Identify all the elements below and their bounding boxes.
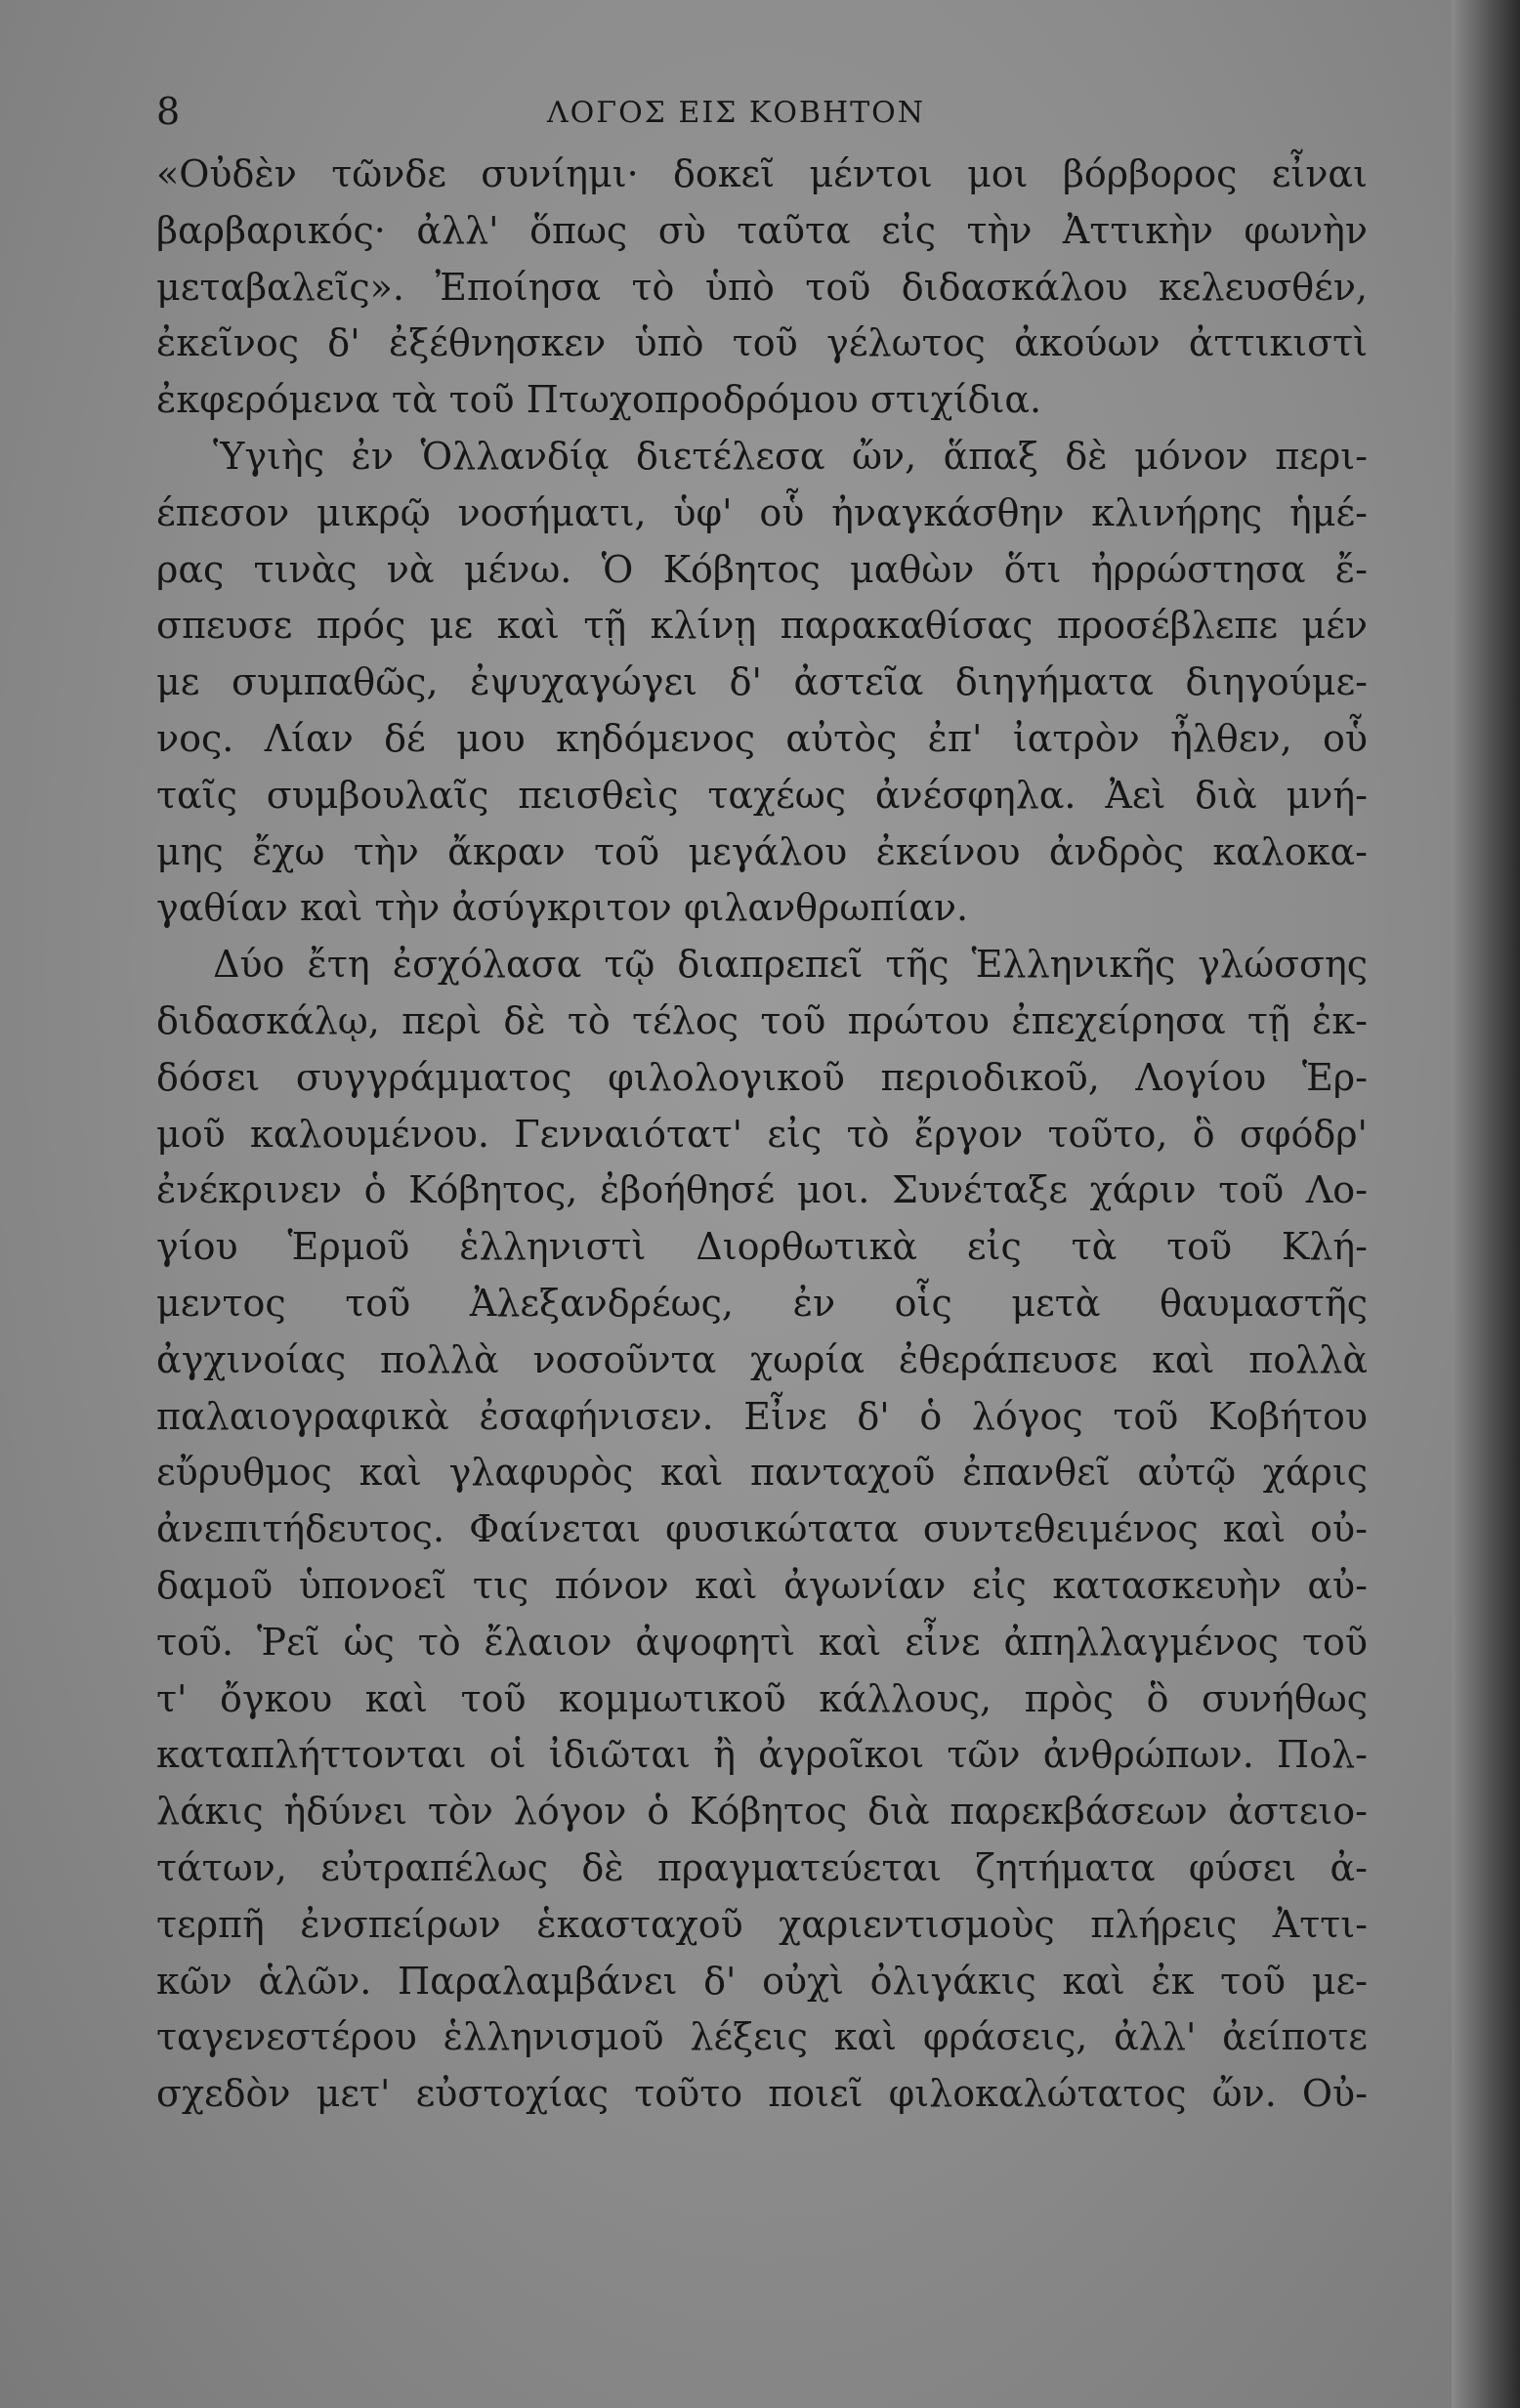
- text-line: μεντος τοῦ Ἀλεξανδρέως, ἐν οἷς μετὰ θαυμαστῆς: [156, 1281, 1368, 1325]
- text-line: γαθίαν καὶ τὴν ἀσύγκριτον φιλανθρωπίαν.: [156, 886, 969, 930]
- text-line: ρας τινὰς νὰ μένω. Ὁ Κόβητος μαθὼν ὅτι ἠρρώστησα ἔ-: [156, 547, 1368, 591]
- page-edge-shadow: [1452, 0, 1520, 2408]
- body-text: [156, 147, 1368, 2123]
- running-title: ΛΟΓΟΣ ΕΙΣ ΚΟΒΗΤΟΝ: [547, 96, 925, 130]
- text-line: σχεδὸν μετ' εὐστοχίας τοῦτο ποιεῖ φιλοκαλώτατος ὤν. Οὐ-: [156, 2072, 1368, 2116]
- text-line: ταγενεστέρου ἑλληνισμοῦ λέξεις καὶ φράσεις, ἀλλ' ἀείποτε: [156, 2015, 1368, 2059]
- text-line: καταπλήττονται οἱ ἰδιῶται ἢ ἀγροῖκοι τῶν ἀνθρώπων. Πολ-: [156, 1733, 1368, 1777]
- text-line: δόσει συγγράμματος φιλολογικοῦ περιοδικοῦ, Λογίου Ἑρ-: [156, 1055, 1368, 1099]
- text-line: «Οὐδὲν τῶνδε συνίημι· δοκεῖ μέντοι μοι βόρβορος εἶναι: [156, 152, 1368, 195]
- text-line: κῶν ἁλῶν. Παραλαμβάνει δ' οὐχὶ ὀλιγάκις καὶ ἐκ τοῦ με-: [156, 1959, 1368, 2003]
- text-line: ἐνέκρινεν ὁ Κόβητος, ἐβοήθησέ μοι. Συνέταξε χάριν τοῦ Λο-: [156, 1168, 1368, 1212]
- text-line: λάκις ἡδύνει τὸν λόγον ὁ Κόβητος διὰ παρεκβάσεων ἀστειο-: [156, 1790, 1368, 1834]
- text-line: ἐκφερόμενα τὰ τοῦ Πτωχοπροδρόμου στιχίδια.: [156, 378, 1042, 422]
- text-line: σπευσε πρός με καὶ τῇ κλίνῃ παρακαθίσας προσέβλεπε μέν: [156, 604, 1368, 648]
- page-number: 8: [156, 90, 181, 133]
- text-line: τερπῆ ἐνσπείρων ἑκασταχοῦ χαριεντισμοὺς πλήρεις Ἀττι-: [156, 1902, 1368, 1946]
- text-line: βαρβαρικός· ἀλλ' ὅπως σὺ ταῦτα εἰς τὴν Ἀττικὴν φωνὴν: [156, 208, 1368, 252]
- text-line: Δύο ἔτη ἐσχόλασα τῷ διαπρεπεῖ τῆς Ἑλληνικῆς γλώσσης: [213, 943, 1368, 987]
- text-line: τ' ὄγκου καὶ τοῦ κομμωτικοῦ κάλλους, πρὸς ὃ συνήθως: [156, 1676, 1368, 1720]
- text-line: μεταβαλεῖς». Ἐποίησα τὸ ὑπὸ τοῦ διδασκάλου κελευσθέν,: [156, 265, 1368, 309]
- text-line: εὔρυθμος καὶ γλαφυρὸς καὶ πανταχοῦ ἐπανθεῖ αὐτῷ χάρις: [156, 1451, 1368, 1495]
- text-line: νος. Λίαν δέ μου κηδόμενος αὐτὸς ἐπ' ἰατρὸν ἦλθεν, οὗ: [156, 716, 1368, 760]
- text-line: μοῦ καλουμένου. Γενναιότατ' εἰς τὸ ἔργον τοῦτο, ὃ σφόδρ': [156, 1112, 1368, 1156]
- page-header: [156, 90, 1368, 139]
- text-line: έπεσον μικρῷ νοσήματι, ὑφ' οὗ ἠναγκάσθην κλινήρης ἡμέ-: [156, 490, 1368, 534]
- text-line: μης ἔχω τὴν ἄκραν τοῦ μεγάλου ἐκείνου ἀνδρὸς καλοκα-: [156, 829, 1368, 873]
- text-line: ἀνεπιτήδευτος. Φαίνεται φυσικώτατα συντεθειμένος καὶ οὐ-: [156, 1507, 1368, 1551]
- text-line: τοῦ. Ῥεῖ ὡς τὸ ἔλαιον ἀψοφητὶ καὶ εἶνε ἀπηλλαγμένος τοῦ: [156, 1620, 1368, 1664]
- text-line: παλαιογραφικὰ ἐσαφήνισεν. Εἶνε δ' ὁ λόγος τοῦ Κοβήτου: [156, 1394, 1368, 1438]
- text-line: γίου Ἑρμοῦ ἑλληνιστὶ Διορθωτικὰ εἰς τὰ τοῦ Κλή-: [156, 1225, 1368, 1269]
- text-line: ἐκεῖνος δ' ἐξέθνησκεν ὑπὸ τοῦ γέλωτος ἀκούων ἀττικιστὶ: [156, 321, 1368, 365]
- text-line: διδασκάλῳ, περὶ δὲ τὸ τέλος τοῦ πρώτου ἐπεχείρησα τῇ ἐκ-: [156, 998, 1368, 1042]
- text-line: ἀγχινοίας πολλὰ νοσοῦντα χωρία ἐθεράπευσε καὶ πολλὰ: [156, 1337, 1368, 1381]
- text-line: δαμοῦ ὑπονοεῖ τις πόνον καὶ ἀγωνίαν εἰς κατασκευὴν αὐ-: [156, 1563, 1368, 1607]
- text-line: ταῖς συμβουλαῖς πεισθεὶς ταχέως ἀνέσφηλα. Ἀεὶ διὰ μνή-: [156, 773, 1368, 817]
- text-line: με συμπαθῶς, ἐψυχαγώγει δ' ἀστεῖα διηγήματα διηγούμε-: [156, 660, 1368, 704]
- text-line: Ὑγιὴς ἐν Ὁλλανδίᾳ διετέλεσα ὤν, ἅπαξ δὲ μόνον περι-: [213, 434, 1368, 478]
- text-line: τάτων, εὐτραπέλως δὲ πραγματεύεται ζητήματα φύσει ἀ-: [156, 1845, 1368, 1889]
